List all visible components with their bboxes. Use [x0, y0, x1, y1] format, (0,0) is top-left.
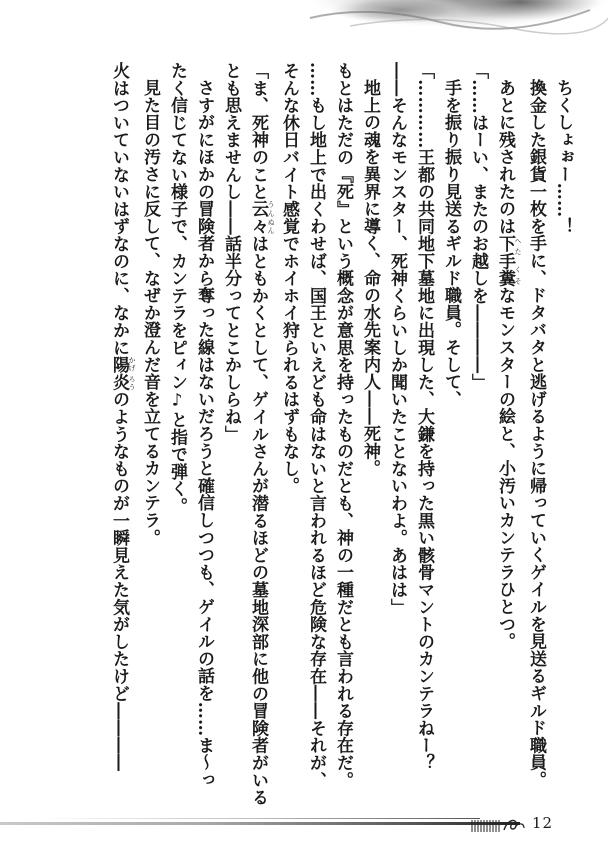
text-line: ちくしょぉー……！: [553, 79, 573, 235]
text-line: 地上の魂を異界に導く、命の水先案内人――死神。: [360, 79, 380, 477]
ruby-annotation: 下手糞 へた くそ: [495, 234, 522, 287]
page-footer: [0, 808, 608, 848]
text-line: 「ま、死神のこと云々 うんぬんはともかくとして、ゲイルさんが潜るほどの墓地深部に他の冒険者がいる: [248, 62, 275, 806]
text-line: あとに残されたのは下手糞 へた くそなモンスターの絵と、小汚いカンテラひとつ。: [495, 79, 522, 650]
text-line: 見た目の汚さに反して、なぜか澄んだ音を立てるカンテラ。: [140, 79, 160, 547]
text-line: とも思えませんし――話半分ってとこかしらね」: [221, 62, 241, 443]
text-line: 換金した銀貨一枚を手に、ドタバタと逃げるように帰っていくゲイルを見送るギルド職員。: [526, 79, 546, 789]
text-line: もとはただの『死』という概念が意思を持ったものだとも、神の一種だとも言われる存在だ。: [333, 62, 353, 789]
vertical-text-body: [16, 62, 576, 810]
folio-ornament-icon: [468, 812, 528, 836]
ruby-annotation: 云々 うんぬん: [248, 200, 275, 236]
ink-smudge-decoration: [290, 0, 608, 60]
text-line: 「…………王都の共同地下墓地に出現した、大鎌を持った黒い骸骨マントのカンテラねー？: [414, 62, 434, 772]
text-line: ……もし地上で出くわせば、国王といえども命はないと言われるほど危険な存在――それが、: [306, 62, 326, 789]
text-line: 「……はーい、またのお越しを――――」: [468, 62, 488, 391]
page-number: 12: [532, 814, 554, 832]
footer-rule-thin: [40, 818, 480, 819]
ruby-annotation: 陽炎 かげ ろう: [109, 356, 136, 391]
text-line: そんな休日バイト感覚でホイホイ狩られるはずもなし。: [279, 62, 299, 495]
text-line: 手を振り振り見送るギルド職員。そして、: [441, 79, 461, 408]
text-line: ――そんなモンスター、死神くらいしか聞いたことないわよ。あはは」: [387, 62, 407, 616]
footer-rule: [0, 822, 520, 825]
text-line: たく信じてない様子で、カンテラをピィン♪と指で弾く。: [167, 62, 187, 515]
text-line: さすがにほかの冒険者から奪った線はないだろうと確信しつつも、ゲイルの話を……ま～っ: [194, 79, 214, 789]
text-line: 火はついていないはずなのに、なかに陽炎 かげ ろうのようなものが一瞬見えた気がしたけど――――: [109, 62, 136, 772]
